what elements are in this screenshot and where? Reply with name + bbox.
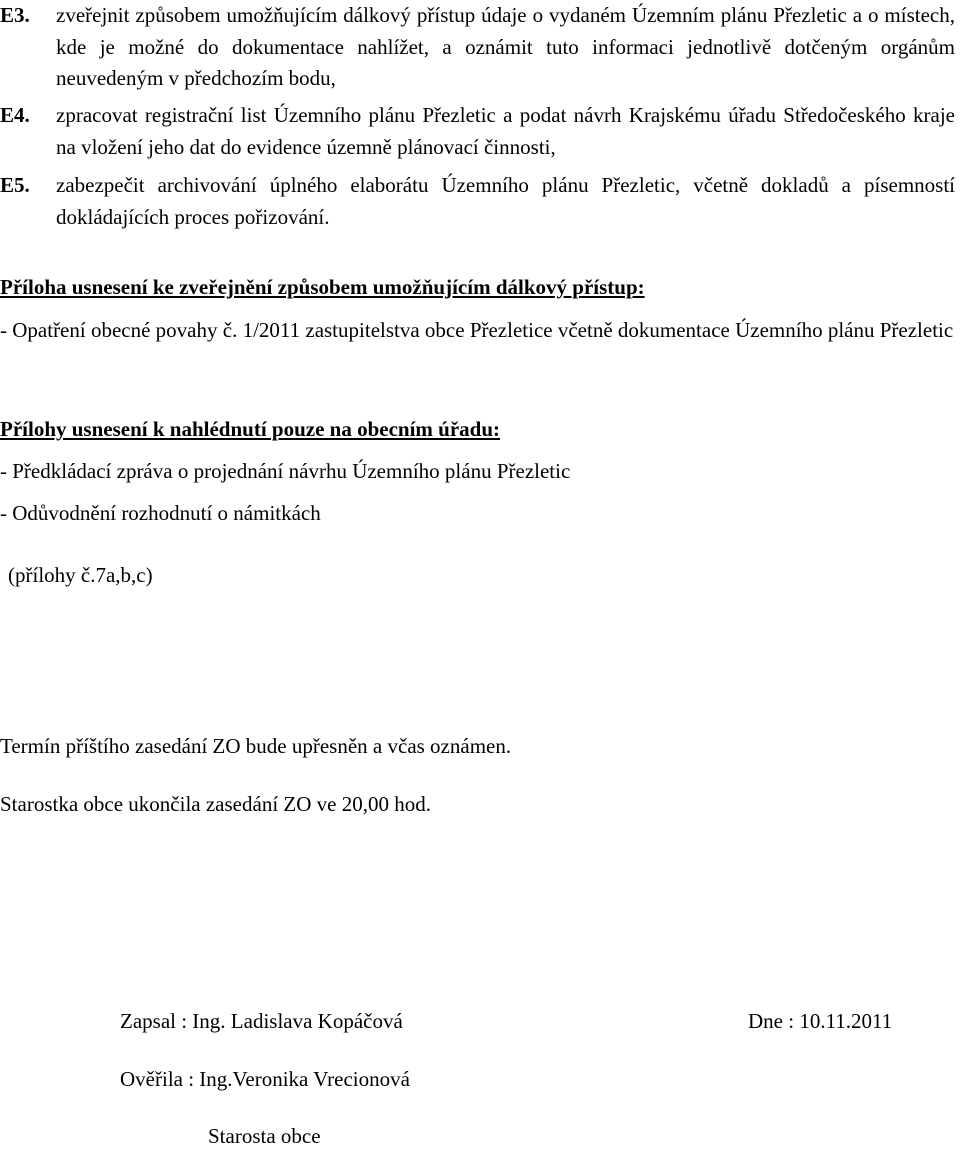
public-attachment-heading: Příloha usnesení ke zveřejnění způsobem umožňujícím dálkový přístup: xyxy=(0,275,645,299)
mayor-signature-label: Starosta obce xyxy=(208,1124,321,1148)
resolution-item-e5 xyxy=(0,170,955,233)
office-attachment-item: - Odůvodnění rozhodnutí o námitkách xyxy=(0,501,321,525)
recorded-by: Zapsal : Ing. Ladislava Kopáčová xyxy=(120,1009,403,1033)
item-label: E3. xyxy=(0,3,30,27)
attachment-reference: (přílohy č.7a,b,c) xyxy=(8,563,153,587)
item-text: zabezpečit archivování úplného elaborátu Územního plánu Přezletic, včetně dokladů a písemností dokládajících proces pořizování. xyxy=(56,173,955,229)
resolution-item-e4 xyxy=(0,100,955,163)
resolution-item-e3 xyxy=(0,0,955,95)
record-date: Dne : 10.11.2011 xyxy=(748,1009,893,1033)
verified-by: Ověřila : Ing.Veronika Vrecionová xyxy=(120,1067,410,1091)
next-meeting-note: Termín příštího zasedání ZO bude upřesněn a včas oznámen. xyxy=(0,734,512,758)
item-label: E4. xyxy=(0,103,30,127)
office-attachments-heading: Přílohy usnesení k nahlédnutí pouze na obecním úřadu: xyxy=(0,417,501,441)
item-label: E5. xyxy=(0,173,30,197)
item-text: zveřejnit způsobem umožňujícím dálkový přístup údaje o vydaném Územním plánu Přezletic a o místech, kde je možné do dokumentace nahlížet, a oznámit tuto informaci jednotlivě dotčeným orgánům neuvedeným v předchozím bodu, xyxy=(56,3,955,90)
item-text: zpracovat registrační list Územního plánu Přezletic a podat návrh Krajskému úřadu Středočeského kraje na vložení jeho dat do evidence územně plánovací činnosti, xyxy=(56,103,955,159)
public-attachment-text: - Opatření obecné povahy č. 1/2011 zastupitelstva obce Přezletice včetně dokumentace Územního plánu Přezletic xyxy=(0,318,954,342)
meeting-end-note: Starostka obce ukončila zasedání ZO ve 20,00 hod. xyxy=(0,792,431,816)
office-attachment-item: - Předkládací zpráva o projednání návrhu Územního plánu Přezletic xyxy=(0,459,571,483)
